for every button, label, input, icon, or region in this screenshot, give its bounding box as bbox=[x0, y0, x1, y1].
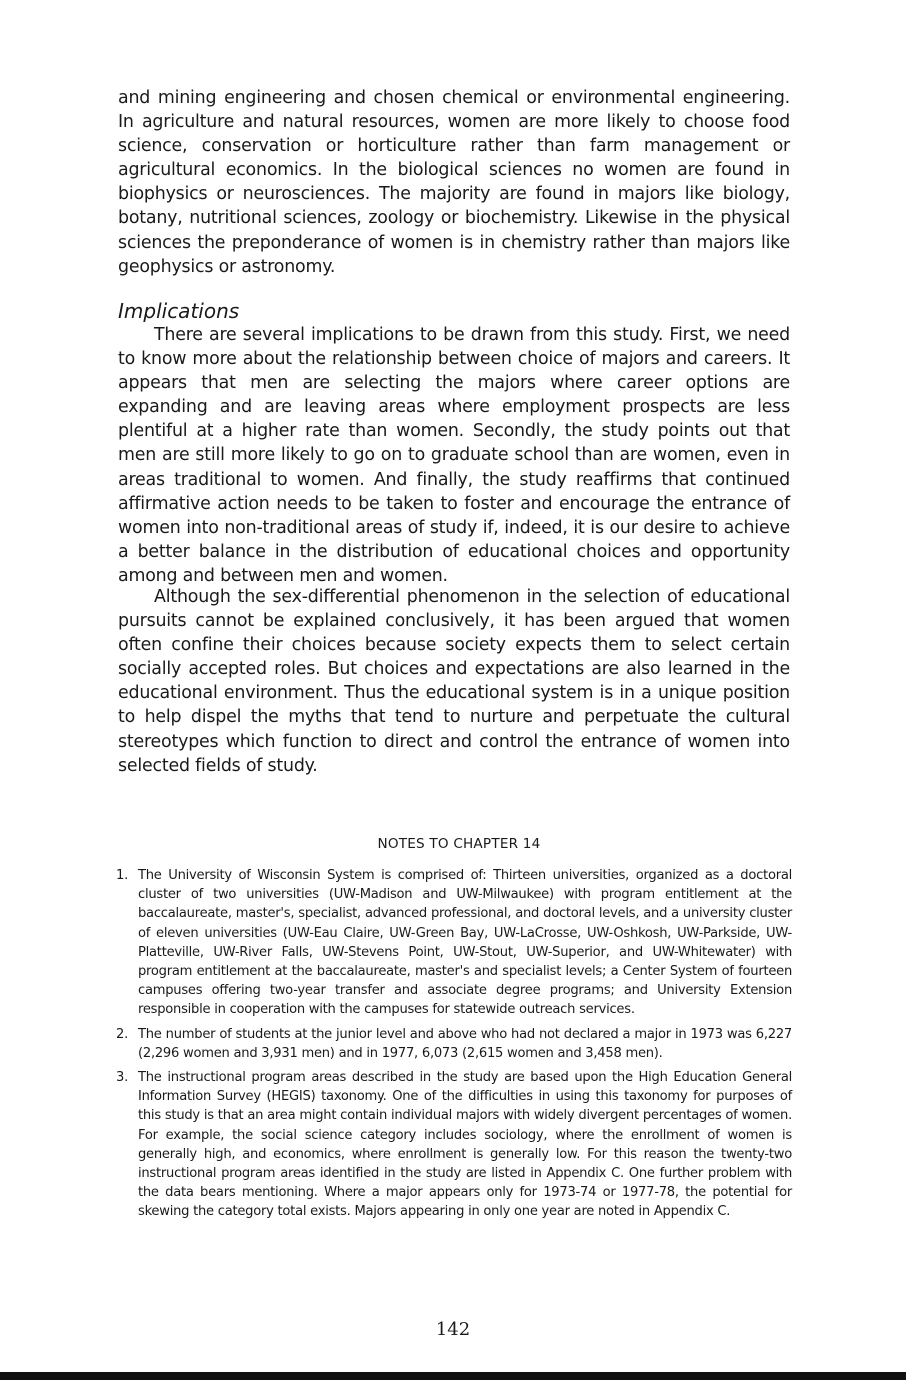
note-number: 3. bbox=[116, 1070, 128, 1086]
notes-title: NOTES TO CHAPTER 14 bbox=[377, 836, 541, 852]
paragraph-text: Although the sex-differential phenomenon in the selection of educational pursuits cannot be explained conclusively, it has been argued that women often confine their choices because society expects them to select certain socially accepted roles. But choices and expectations are also learned in the educational environment. Thus the educational system is in a unique position to help dispel the myths that tend to nurture and perpetuate the cultural stereotypes which function to direct and control the entrance of women into selected fields of study. bbox=[118, 587, 790, 776]
paragraph-sex-differential bbox=[118, 585, 790, 778]
note-item bbox=[116, 866, 792, 1020]
note-item bbox=[116, 1068, 792, 1222]
note-item bbox=[116, 1025, 792, 1063]
notes-list bbox=[116, 866, 792, 1227]
section-heading: Implications bbox=[118, 299, 240, 323]
paragraph-text: and mining engineering and chosen chemical or environmental engineering. In agriculture and natural resources, women are more likely to choose food science, conservation or horticulture rather than farm management or agricultural economics. In the biological sciences no women are found in biophysics or neurosciences. The majority are found in majors like biology, botany, nutritional sciences, zoology or biochemistry. Likewise in the physical sciences the preponderance of women is in chemistry rather than majors like geophysics or astronomy. bbox=[118, 88, 790, 277]
paragraph-continued bbox=[118, 86, 790, 279]
note-text: The instructional program areas described in the study are based upon the High Education General Information Survey (HEGIS) taxonomy. One of the difficulties in using this taxonomy for purposes of this study is that an area might contain individual majors with widely divergent percentages of women. For example, the social science category includes sociology, where the enrollment of women is generally high, and economics, where enrollment is generally low. For this reason the twenty-two instructional program areas identified in the study are listed in Appendix C. One further problem with the data bears mentioning. Where a major appears only for 1973-74 or 1977-78, the potential for skewing the category total exists. Majors appearing in only one year are noted in Appendix C. bbox=[138, 1070, 792, 1220]
paragraph-implications bbox=[118, 323, 790, 588]
note-text: The number of students at the junior level and above who had not declared a major in 1973 was 6,227 (2,296 women and 3,931 men) and in 1977, 6,073 (2,615 women and 3,458 men). bbox=[138, 1026, 792, 1061]
note-number: 2. bbox=[116, 1026, 128, 1042]
page-number: 142 bbox=[435, 1319, 471, 1340]
paragraph-text: There are several implications to be drawn from this study. First, we need to know more about the relationship between choice of majors and careers. It appears that men are selecting the majors where career options are expanding and are leaving areas where employment prospects are less plentiful at a higher rate than women. Secondly, the study points out that men are still more likely to go on to graduate school than are women, even in areas traditional to women. And finally, the study reaffirms that continued affirmative action needs to be taken to foster and encourage the entrance of women into non-traditional areas of study if, indeed, it is our desire to achieve a better balance in the distribution of educational choices and opportunity among and between men and women. bbox=[118, 325, 790, 586]
bottom-edge-rule bbox=[0, 1372, 906, 1380]
note-number: 1. bbox=[116, 868, 128, 883]
note-text: The University of Wisconsin System is comprised of: Thirteen universities, organized as a doctoral cluster of two universities (UW-Madison and UW-Milwaukee) with program entitlement at the baccalaureate, master's, specialist, advanced professional, and doctoral levels, and a university cluster of eleven universities (UW-Eau Claire, UW-Green Bay, UW-LaCrosse, UW-Oshkosh, UW-Parkside, UW-Platteville, UW-River Falls, UW-Stevens Point, UW-Stout, UW-Superior, and UW-Whitewater) with program entitlement at the baccalaureate, master's and specialist levels; a Center System of fourteen campuses offering two-year transfer and associate degree programs; and University Extension responsible in cooperation with the campuses for statewide outreach services. bbox=[138, 868, 792, 1018]
